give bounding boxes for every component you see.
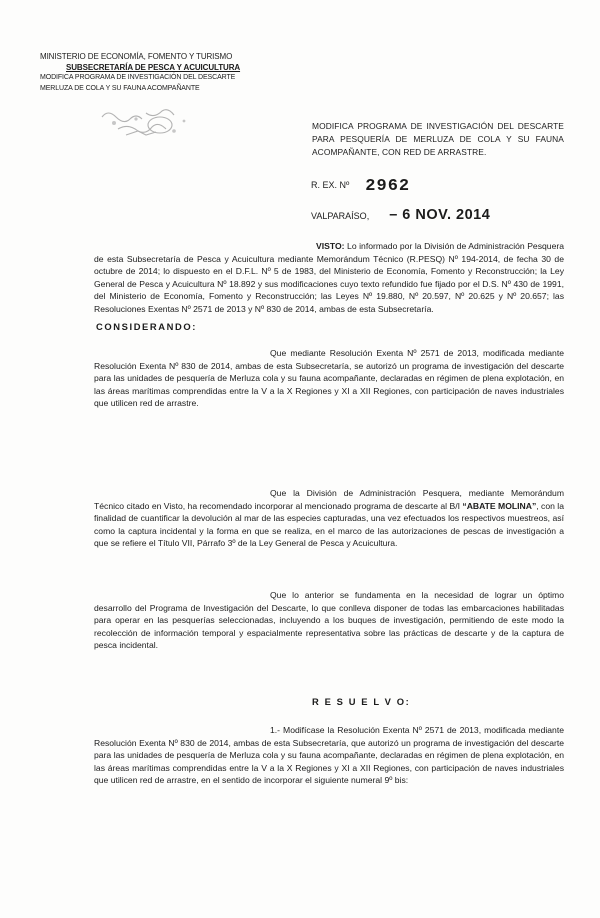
considerando-paragraph-3: Que lo anterior se fundamenta en la necesidad de lograr un óptimo desarrollo del Programa de Investigación del Descarte, lo que conlleva disponer de todas las embarcaciones habilitadas para operar en las pesquerías seleccionadas, incluyendo a los buques de investigación, permitiendo de este modo la recolección de información temporal y espacialmente representativa sobre las prácticas de descarte y de la captura de pesca incidental. [94, 590, 564, 651]
considerando-heading: CONSIDERANDO: [96, 321, 198, 332]
resolution-number: 2962 [365, 177, 411, 196]
letterhead-subject-line-1: MODIFICA PROGRAMA DE INVESTIGACIÓN DEL DESCARTE [40, 74, 236, 81]
resolution-label: R. EX. Nº [311, 180, 350, 190]
letterhead [40, 52, 280, 94]
resuelvo-heading: R E S U E L V O: [312, 696, 411, 707]
visto-label: VISTO: [316, 241, 345, 251]
visto-text: Lo informado por la División de Administración Pesquera de esta Subsecretaría de Pesca y Acuicultura mediante Memorándum Técnico (R.PESQ) Nº 194-2014, de fecha 30 de octubre de 2014; lo dispuesto en el D.F.L. Nº 5 de 1983, del Ministerio de Economía, Fomento y Reconstrucción; la Ley General de Pesca y Acuicultura Nº 18.892 y sus modificaciones cuyo texto refundido fue fijado por el D.S. Nº 430 de 1991, del Ministerio de Economía, Fomento y Reconstrucción; las Leyes Nº 19.880, Nº 20.597, Nº 20.625 y Nº 20.657; las Resoluciones Exentas Nº 2571 de 2013 y Nº 830 de 2014, ambas de esta Subsecretaría. [94, 241, 564, 314]
ministry-name: MINISTERIO DE ECONOMÍA, FOMENTO Y TURISMO [40, 52, 233, 61]
date: – 6 NOV. 2014 [389, 207, 491, 223]
resuelvo-paragraph-1: 1.- Modifícase la Resolución Exenta Nº 2571 de 2013, modificada mediante Resolución Exenta Nº 830 de 2014, ambas de esta Subsecretaría, que autorizó un programa de investigación del descarte para las unidades de pesquería de Merluza cola y su fauna acompañante, declaradas en régimen de plena explotación, en las áreas marítimas comprendidas entre la V a la X Regiones y XI a XII Regiones, con participación de naves industriales que utilicen red de arrastre, en el sentido de incorporar el siguiente numeral 9º bis: [94, 725, 564, 786]
vessel-name: “ABATE MOLINA” [462, 500, 537, 511]
resolution-number-line [311, 175, 410, 194]
considerando-paragraph-2: Que la División de Administración Pesquera, mediante Memorándum Técnico citado en Visto, ha recomendado incorporar al mencionado programa de descarte al B/I “ABATE MOLINA”, con la finalidad de cuantificar la devolución al mar de las especies capturadas, una vez efectuados los respectivos muestreos, así como la captura incidental y la forma en que se realiza, en el marco de las autorizaciones de pescas de investigación a que se refiere el Título VII, Párrafo 3º de la Ley General de Pesca y Acuicultura. [94, 488, 564, 549]
visto-paragraph [94, 240, 564, 316]
considerando-paragraph-1: Que mediante Resolución Exenta Nº 2571 de 2013, modificada mediante Resolución Exenta Nº 830 de 2014, ambas de esta Subsecretaría, se autorizó un programa de investigación del descarte para las unidades de pesquería de Merluza cola y su fauna acompañante, declaradas en régimen de plena explotación, en las áreas marítimas comprendidas entre la V a la X Regiones y XI a XII Regiones, con participación de naves industriales que utilicen red de arrastre. [94, 348, 564, 409]
resolution-subject: MODIFICA PROGRAMA DE INVESTIGACIÓN DEL DESCARTE PARA PESQUERÍA DE MERLUZA DE COLA Y SU FAUNA ACOMPAÑANTE, CON RED DE ARRASTRE. [312, 121, 564, 157]
place-date-line [311, 207, 490, 223]
letterhead-subject-line-2: MERLUZA DE COLA Y SU FAUNA ACOMPAÑANTE [40, 84, 200, 92]
place: VALPARAÍSO, [311, 211, 370, 221]
undersecretariat-name: SUBSECRETARÍA DE PESCA Y ACUICULTURA [66, 62, 241, 72]
office-stamp [96, 103, 208, 143]
